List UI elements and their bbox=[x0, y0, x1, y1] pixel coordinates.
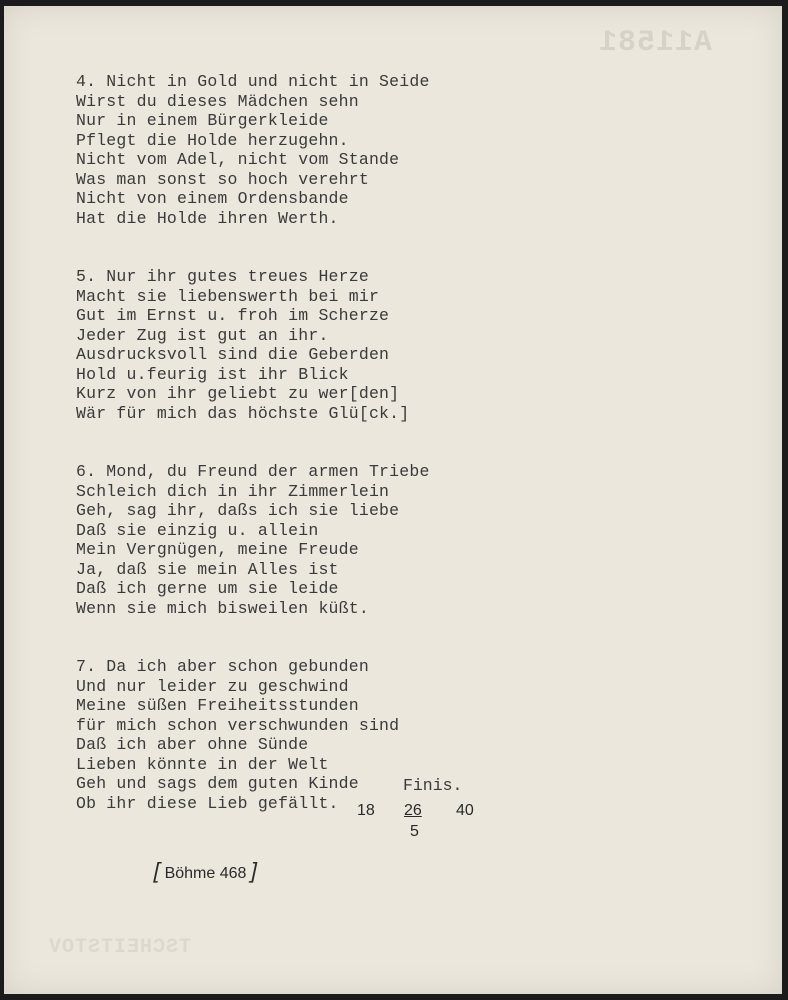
catalog-reference bbox=[151, 858, 260, 884]
poem-line: Jeder Zug ist gut an ihr. bbox=[76, 325, 329, 345]
date-year: 40 bbox=[456, 802, 474, 819]
date-day: 26 bbox=[404, 802, 422, 819]
poem-line: Macht sie liebenswerth bei mir bbox=[76, 286, 380, 306]
poem-line: Geh, sag ihr, daßs ich sie liebe bbox=[76, 501, 400, 520]
poem-line: Was man sonst so hoch verehrt bbox=[76, 169, 369, 189]
poem-line: 5. Nur ihr gutes treues Herze bbox=[76, 267, 369, 286]
reference-text: Böhme 468 bbox=[164, 865, 247, 882]
poem-line: Nur in einem Bürgerkleide bbox=[76, 111, 329, 130]
poem-line: Pflegt die Holde herzugehn. bbox=[76, 130, 349, 150]
poem-line: Wirst du dieses Mädchen sehn bbox=[76, 91, 359, 111]
poem-line: Lieben könnte in der Welt bbox=[76, 754, 329, 774]
poem-line: Ob ihr diese Lieb gefällt. bbox=[76, 793, 339, 813]
stanza-7 bbox=[76, 657, 546, 813]
poem-line: Wenn sie mich bisweilen küßt. bbox=[76, 598, 369, 618]
poem-line: Gut im Ernst u. froh im Scherze bbox=[76, 306, 390, 325]
poem-line: Mein Vergnügen, meine Freude bbox=[76, 540, 359, 559]
poem-line: Schleich dich in ihr Zimmerlein bbox=[76, 481, 390, 501]
poem-line: Hat die Holde ihren Werth. bbox=[76, 208, 339, 228]
bleed-through-stamp: A11581 bbox=[598, 26, 713, 60]
poem-line: 4. Nicht in Gold und nicht in Seide bbox=[76, 72, 430, 91]
date-month: 5 bbox=[410, 823, 419, 840]
poem-line: Meine süßen Freiheitsstunden bbox=[76, 696, 359, 715]
reference-open-bracket: [ bbox=[151, 858, 163, 883]
bleed-through-text: TSCHEITSTOV bbox=[48, 936, 192, 959]
poem-line: Daß ich aber ohne Sünde bbox=[76, 735, 309, 754]
finis-label: Finis. bbox=[403, 776, 463, 795]
stanza-5 bbox=[76, 267, 546, 423]
poem-line: Ja, daß sie mein Alles ist bbox=[76, 559, 339, 579]
date-century: 18 bbox=[357, 802, 375, 819]
reference-close-bracket: ] bbox=[248, 858, 260, 883]
poem-line: Daß sie einzig u. allein bbox=[76, 520, 319, 540]
stanza-4 bbox=[76, 72, 546, 228]
poem-line: Hold u.feurig ist ihr Blick bbox=[76, 364, 349, 384]
poem-line: Und nur leider zu geschwind bbox=[76, 676, 349, 696]
poem-line: 6. Mond, du Freund der armen Triebe bbox=[76, 462, 430, 481]
stanza-6 bbox=[76, 462, 546, 618]
poem-line: Wär für mich das höchste Glü[ck.] bbox=[76, 403, 410, 423]
poem-line: Nicht von einem Ordensbande bbox=[76, 189, 349, 208]
poem-line: 7. Da ich aber schon gebunden bbox=[76, 657, 369, 676]
document-page bbox=[4, 6, 782, 994]
poem-line: Geh und sags dem guten Kinde bbox=[76, 774, 359, 793]
poem-line: Nicht vom Adel, nicht vom Stande bbox=[76, 150, 400, 169]
poem-line: Ausdrucksvoll sind die Geberden bbox=[76, 345, 390, 364]
poem-line: Kurz von ihr geliebt zu wer[den] bbox=[76, 384, 400, 403]
poem-line: für mich schon verschwunden sind bbox=[76, 715, 400, 735]
poem-line: Daß ich gerne um sie leide bbox=[76, 579, 339, 598]
poem-body bbox=[76, 72, 546, 852]
